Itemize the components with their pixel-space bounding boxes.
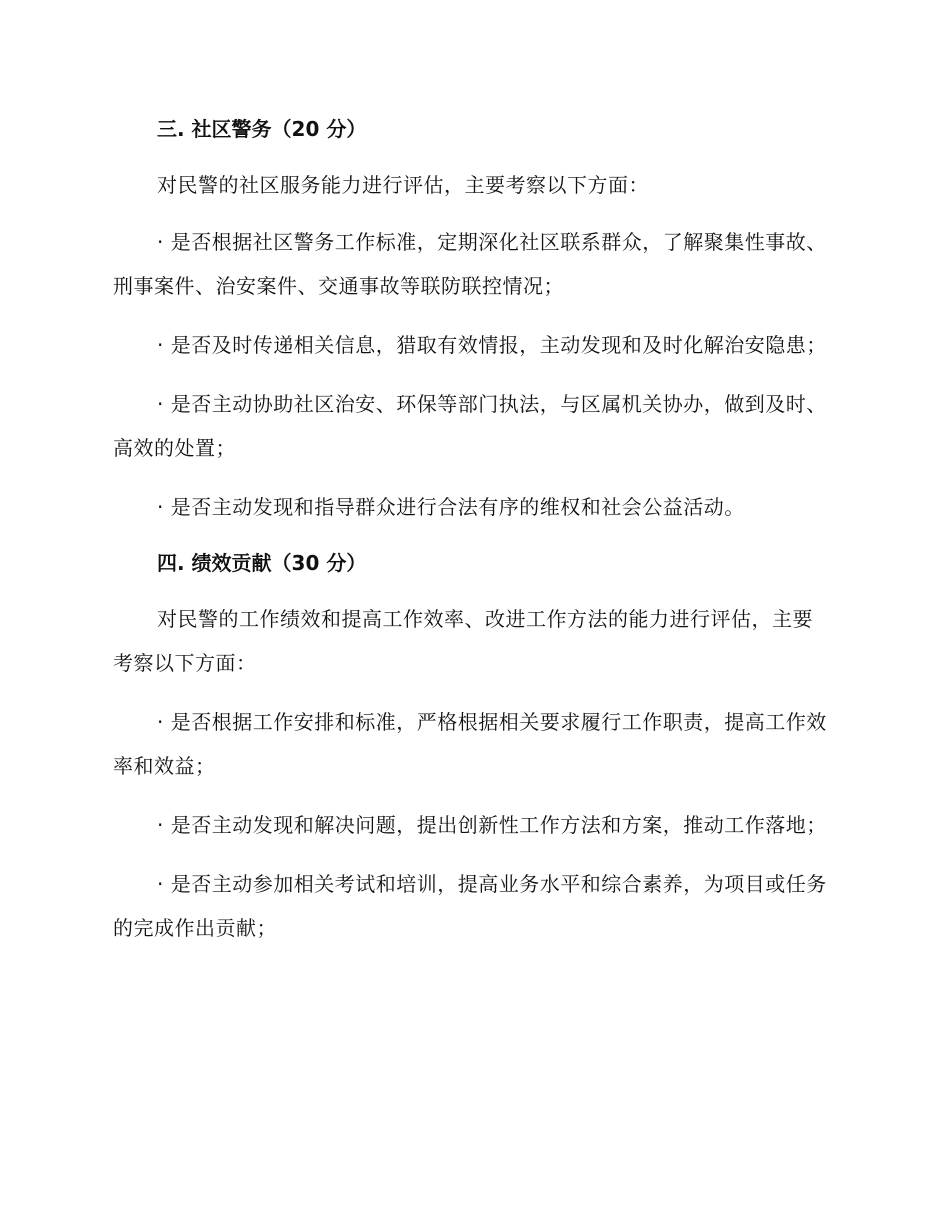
section-4-item-3: · 是否主动参加相关考试和培训，提高业务水平和综合素养，为项目或任务的完成作出贡献； — [113, 872, 827, 940]
section-3-intro: 对民警的社区服务能力进行评估，主要考察以下方面： — [157, 173, 649, 197]
section-3-item-1: · 是否根据社区警务工作标准，定期深化社区联系群众，了解聚集性事故、刑事案件、治安案件、交通事故等联防联控情况； — [113, 230, 827, 298]
section-4-item-2: · 是否主动发现和解决问题，提出创新性工作方法和方案，推动工作落地； — [157, 813, 827, 837]
section-3-item-4: · 是否主动发现和指导群众进行合法有序的维权和社会公益活动。 — [157, 495, 745, 519]
section-4-item-1: · 是否根据工作安排和标准，严格根据相关要求履行工作职责，提高工作效率和效益； — [113, 710, 827, 778]
section-3-item-3: · 是否主动协助社区治安、环保等部门执法，与区属机关协办，做到及时、高效的处置； — [113, 392, 827, 460]
document-body — [113, 108, 833, 950]
section-3-heading: 三. 社区警务（20 分） — [157, 117, 367, 141]
section-3-item-2: · 是否及时传递相关信息，猎取有效情报，主动发现和及时化解治安隐患； — [157, 333, 827, 357]
section-4-intro: 对民警的工作绩效和提高工作效率、改进工作方法的能力进行评估，主要考察以下方面： — [113, 607, 813, 675]
section-4-heading: 四. 绩效贡献（30 分） — [157, 551, 367, 575]
